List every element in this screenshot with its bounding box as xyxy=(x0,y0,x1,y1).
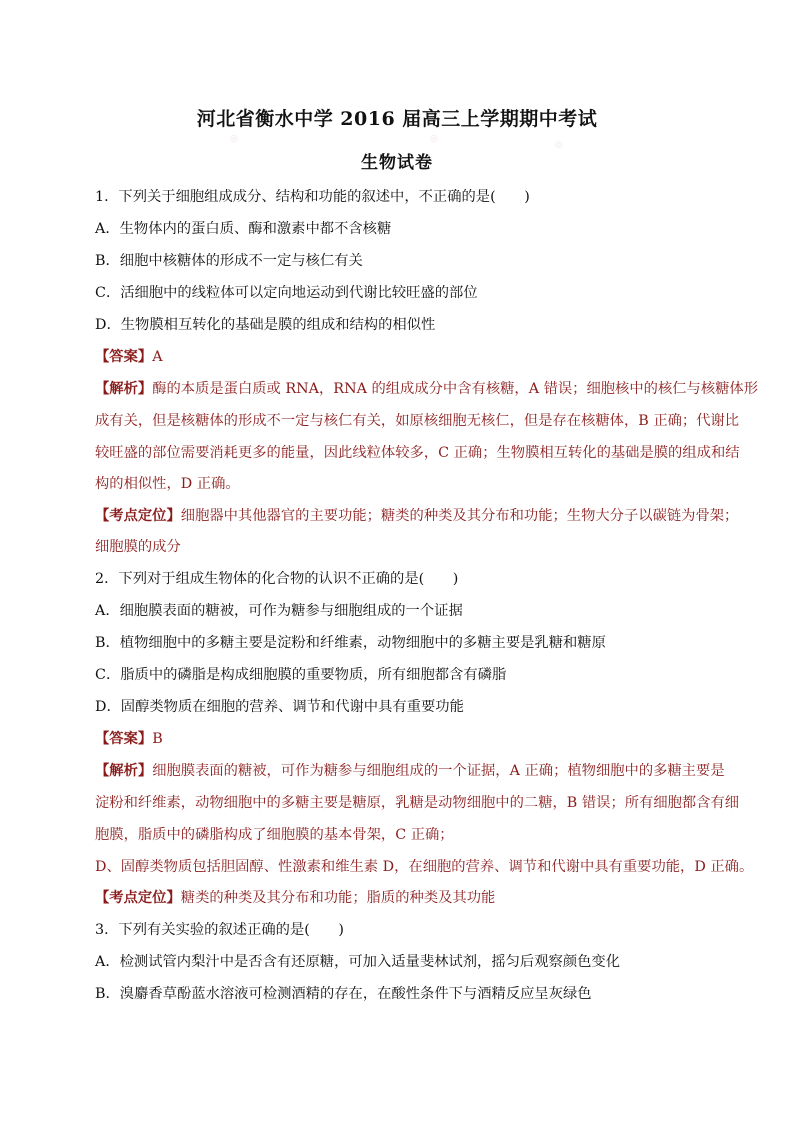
question-1-answer xyxy=(95,347,735,367)
watermark: ◎ xyxy=(430,134,438,144)
question-2-analysis-line: D、固醇类物质包括胆固醇、性激素和维生素 D，在细胞的营养、调节和代谢中具有重要功能，D 正确。 xyxy=(95,859,754,875)
analysis-label: 【解析】 xyxy=(95,763,153,779)
question-2-option-c: C．脂质中的磷脂是构成细胞膜的重要物质，所有细胞都含有磷脂 xyxy=(95,667,507,683)
knowledge-point-label: 【考点定位】 xyxy=(95,508,181,524)
question-1-option-d: D．生物膜相互转化的基础是膜的组成和结构的相似性 xyxy=(95,317,436,333)
page-title: 河北省衡水中学 2016 届高三上学期期中考试 xyxy=(196,108,598,130)
knowledge-point-label: 【考点定位】 xyxy=(95,890,181,906)
question-2-analysis-line xyxy=(95,761,735,781)
question-2-option-a: A．细胞膜表面的糖被，可作为糖参与细胞组成的一个证据 xyxy=(95,603,463,619)
question-1-option-c: C．活细胞中的线粒体可以定向地运动到代谢比较旺盛的部位 xyxy=(95,285,478,301)
question-2-analysis-line: 胞膜，脂质中的磷脂构成了细胞膜的基本骨架，C 正确； xyxy=(95,827,454,843)
question-2-option-b: B．植物细胞中的多糖主要是淀粉和纤维素，动物细胞中的多糖主要是乳糖和糖原 xyxy=(95,635,606,651)
question-1-analysis-line: 较旺盛的部位需要消耗更多的能量，因此线粒体较多，C 正确；生物膜相互转化的基础是膜的组成和结 xyxy=(95,445,740,461)
knowledge-point-text: 糖类的种类及其分布和功能；脂质的种类及其功能 xyxy=(180,890,496,906)
knowledge-point-text: 细胞器中其他器官的主要功能；糖类的种类及其分布和功能；生物大分子以碳链为骨架； xyxy=(180,508,739,524)
analysis-text: 酶的本质是蛋白质或 RNA，RNA 的组成成分中含有核糖，A 错误；细胞核中的核仁与核糖体形 xyxy=(152,381,759,397)
watermark: ◎ xyxy=(555,140,563,150)
question-3-stem: 3．下列有关实验的叙述正确的是( ) xyxy=(95,922,344,938)
watermark: ◎ xyxy=(230,134,238,144)
question-1-analysis-line: 构的相似性，D 正确。 xyxy=(95,476,240,492)
question-1-analysis-line xyxy=(95,379,759,399)
question-1-knowledge-point-line: 细胞膜的成分 xyxy=(95,539,181,555)
question-1-knowledge-point xyxy=(95,506,739,526)
analysis-label: 【解析】 xyxy=(95,381,153,397)
question-1-option-a: A．生物体内的蛋白质、酶和激素中都不含核糖 xyxy=(95,221,392,237)
question-2-option-d: D．固醇类物质在细胞的营养、调节和代谢中具有重要功能 xyxy=(95,699,464,715)
question-2-stem: 2．下列对于组成生物体的化合物的认识不正确的是( ) xyxy=(95,571,459,587)
question-2-knowledge-point xyxy=(95,888,735,908)
answer-value: B xyxy=(152,731,163,747)
question-2-analysis-line: 淀粉和纤维素，动物细胞中的多糖主要是糖原，乳糖是动物细胞中的二糖，B 错误；所有细胞都含有细 xyxy=(95,795,740,811)
answer-label: 【答案】 xyxy=(95,349,153,365)
page-subtitle: 生物试卷 xyxy=(361,153,433,173)
question-1-option-b: B．细胞中核糖体的形成不一定与核仁有关 xyxy=(95,253,363,269)
answer-label: 【答案】 xyxy=(95,731,153,747)
question-1-stem: 1．下列关于细胞组成成分、结构和功能的叙述中，不正确的是( ) xyxy=(95,189,530,205)
question-3-option-b: B．溴麝香草酚蓝水溶液可检测酒精的存在，在酸性条件下与酒精反应呈灰绿色 xyxy=(95,986,592,1002)
answer-value: A xyxy=(152,349,163,365)
question-1-analysis-line: 成有关，但是核糖体的形成不一定与核仁有关，如原核细胞无核仁，但是存在核糖体，B 正确；代谢比 xyxy=(95,413,740,429)
question-3-option-a: A．检测试管内梨汁中是否含有还原糖，可加入适量斐林试剂，摇匀后观察颜色变化 xyxy=(95,954,621,970)
analysis-text: 细胞膜表面的糖被，可作为糖参与细胞组成的一个证据，A 正确；植物细胞中的多糖主要是 xyxy=(152,763,725,779)
question-2-answer xyxy=(95,729,735,749)
